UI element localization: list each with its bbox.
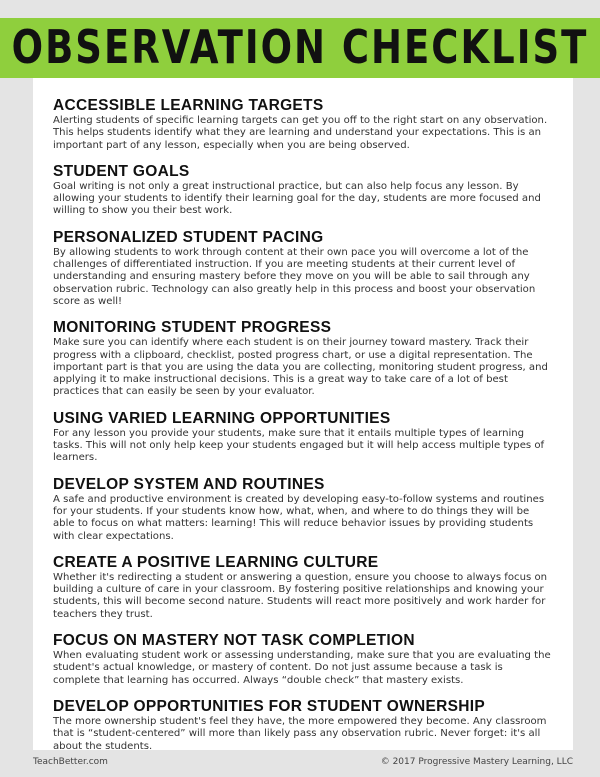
checklist-section (53, 319, 553, 398)
checklist-section (53, 410, 553, 465)
page-title: OBSERVATION CHECKLIST (11, 20, 589, 75)
section-heading: DEVELOP SYSTEM AND ROUTINES (53, 475, 325, 493)
section-heading: ACCESSIBLE LEARNING TARGETS (53, 97, 324, 114)
section-heading: DEVELOP OPPORTUNITIES FOR STUDENT OWNERSHIP (53, 697, 486, 715)
section-body: When evaluating student work or assessing understanding, make sure that you are evaluating the student's actual knowledge, or mastery of content. Do not just assume because a task is complete that learning has occurred. Always “double check” that mastery exists. (53, 650, 551, 686)
section-body: The more ownership student's feel they have, the more empowered they become. Any classroom that is “student-centered” will more than likely pass any observation rubric. Never forget: it's all about the students. (53, 715, 547, 752)
section-heading: FOCUS ON MASTERY NOT TASK COMPLETION (53, 632, 415, 650)
checklist-section (53, 698, 553, 753)
section-body: Whether it's redirecting a student or answering a question, ensure you choose to always focus on building a culture of care in your classroom. By fostering positive relationships and knowing your students, this will become second nature. Students will react more positively and work harder for teachers they trust. (53, 571, 548, 620)
checklist-section (53, 229, 553, 308)
footer-copyright: © 2017 Progressive Mastery Learning, LLC (380, 757, 573, 767)
section-body: By allowing students to work through content at their own pace you will overcome a lot of the challenges of differentiated instruction. If you are meeting students at their current level of understanding and ensuring mastery before they move on you will be able to sail through any observation rubric. Technology can also greatly help in this process and boost your observation score as well! (53, 246, 536, 307)
section-heading: MONITORING STUDENT PROGRESS (53, 319, 332, 337)
section-heading: STUDENT GOALS (53, 162, 190, 180)
section-heading: USING VARIED LEARNING OPPORTUNITIES (53, 409, 391, 427)
checklist-section (53, 554, 553, 621)
checklist-section (53, 632, 553, 687)
section-heading: CREATE A POSITIVE LEARNING CULTURE (53, 553, 379, 571)
checklist-section (53, 476, 553, 543)
section-body: Goal writing is not only a great instructional practice, but can also help focus any lesson. By allowing your students to identify their learning goal for the day, students are more focused and willing to show you their best work. (53, 180, 541, 217)
footer-website: TeachBetter.com (33, 757, 108, 767)
section-heading: PERSONALIZED STUDENT PACING (53, 228, 324, 246)
section-body: Alerting students of specific learning targets can get you off to the right start on any observation. This helps students identify what they are learning and understand your expectations. This is an important part of any lesson, especially when you are being observed. (53, 115, 548, 151)
checklist-section (53, 163, 553, 218)
checklist-content (53, 97, 553, 764)
section-body: For any lesson you provide your students, make sure that it entails multiple types of learning tasks. This will not only help keep your students engaged but it will help access multiple types of learners. (53, 427, 545, 464)
checklist-section (53, 97, 553, 152)
section-body: Make sure you can identify where each student is on their journey toward mastery. Track their progress with a clipboard, checklist, posted progress chart, or use a digital representation. The important part is that you are using the data you are collecting, monitoring student progress, and applying it to make instructional decisions. This is a great way to take care of a lot of best practices that can easily be seen by your evaluator. (53, 337, 548, 398)
section-body: A safe and productive environment is created by developing easy-to-follow systems and routines for your students. If your students know how, what, when, and where to do things they will be able to focus on what matters: learning! This will reduce behavior issues by providing students with clear expectations. (53, 493, 545, 542)
